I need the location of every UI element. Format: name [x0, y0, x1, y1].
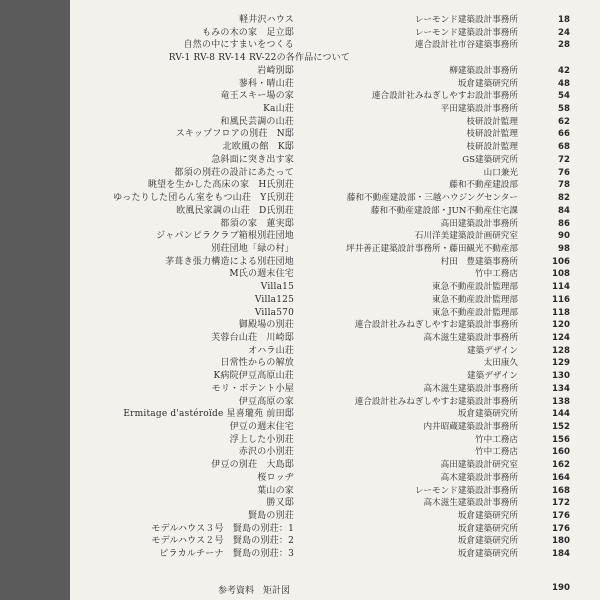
entry-title: M氏の週末住宅 [229, 269, 294, 280]
entry-architect: 高木滋生建築設計事務所 [423, 332, 518, 343]
entry-architect: 高木建築設計事務所 [440, 472, 518, 483]
entry-title: ゆったりした団らん室をもつ山荘 Y氏別荘 [113, 193, 294, 204]
entry-title: 日常性からの解放 [220, 358, 294, 369]
entry-page-number: 28 [558, 40, 570, 51]
entry-architect: 連合設計社市谷建築事務所 [414, 40, 518, 51]
toc-entry [70, 179, 600, 192]
entry-architect: 坂倉建築研究所 [457, 511, 518, 522]
entry-title: 都須の家 蓮実邸 [220, 218, 294, 229]
entry-title: Ermitage d'astéroïde 星喜瓏苑 前田邸 [123, 409, 294, 420]
entry-title: 蓼科・晴山荘 [238, 78, 294, 89]
entry-architect: 枝研設計監理 [466, 129, 518, 140]
entry-page-number: 144 [552, 409, 570, 420]
toc-entry [70, 167, 600, 180]
entry-page-number: 176 [552, 523, 570, 534]
entry-architect: 藤和不動産建設部 [449, 180, 518, 191]
toc-entry [70, 345, 600, 358]
entry-architect: 山口兼光 [483, 167, 518, 178]
entry-page-number: 78 [558, 180, 570, 191]
entry-page-number: 106 [552, 256, 570, 267]
entry-title: モデルハウス２号 賢島の別荘：2 [151, 536, 294, 547]
entry-title: 岩崎別邸 [257, 65, 294, 76]
entry-page-number: 124 [552, 332, 570, 343]
entry-architect: 柳建築設計事務所 [449, 65, 518, 76]
entry-page-number: 184 [552, 549, 570, 560]
toc-entry [70, 294, 600, 307]
entry-page-number: 128 [552, 345, 570, 356]
toc-entry [70, 421, 600, 434]
toc-entry [70, 116, 600, 129]
entry-architect: 枝研設計監理 [466, 116, 518, 127]
toc-entry [70, 256, 600, 269]
toc-entry [70, 90, 600, 103]
entry-page-number: 120 [552, 320, 570, 331]
entry-title: モリ・ボテント小屋 [211, 383, 294, 394]
entry-page-number: 24 [558, 27, 570, 38]
entry-title: Villa125 [254, 294, 294, 305]
toc-entry [70, 230, 600, 243]
toc-entry [70, 523, 600, 536]
entry-title: 伊豆高原の家 [238, 396, 294, 407]
entry-architect: 石川洋美建築設計画研究室 [414, 231, 518, 242]
entry-title: 竜王スキー場の家 [220, 91, 294, 102]
toc-entry [70, 39, 600, 52]
entry-page-number: 86 [558, 218, 570, 229]
toc-entry [70, 459, 600, 472]
entry-title: 浮上した小別荘 [229, 434, 294, 445]
toc-entry [70, 535, 600, 548]
entry-page-number: 68 [558, 142, 570, 153]
entry-page-number: 176 [552, 511, 570, 522]
toc-entry [70, 497, 600, 510]
entry-title: 急斜面に突き出す家 [211, 154, 294, 165]
entry-architect: 高田建築設計研究室 [440, 460, 518, 471]
entry-page-number: 129 [552, 358, 570, 369]
entry-architect: 太田康久 [483, 358, 518, 369]
entry-page-number: 118 [552, 307, 570, 318]
toc-entry [70, 307, 600, 320]
entry-title: Villa15 [260, 282, 294, 293]
entry-page-number: 172 [552, 498, 570, 509]
toc-entry [70, 27, 600, 40]
entry-architect: 藤和不動産建設部・三越ハウジングセンター [346, 193, 518, 204]
entry-page-number: 116 [552, 294, 570, 305]
entry-page-number: 164 [552, 472, 570, 483]
toc-entry [70, 383, 600, 396]
toc-entry [70, 243, 600, 256]
entry-title: K病院伊豆高原山荘 [213, 371, 294, 382]
entry-page-number: 84 [558, 205, 570, 216]
entry-page-number: 72 [558, 154, 570, 165]
entry-title: Villa570 [254, 307, 294, 318]
entry-title: 御殿場の別荘 [238, 320, 294, 331]
toc-entry [70, 319, 600, 332]
entry-architect: 東急不動産設計監理部 [432, 294, 518, 305]
toc-entry [70, 434, 600, 447]
entry-page-number: 108 [552, 269, 570, 280]
entry-page-number: 152 [552, 422, 570, 432]
entry-architect: 村田 豊建築事務所 [440, 256, 518, 267]
toc-entry [70, 218, 600, 231]
entry-architect: GS建築研究所 [462, 154, 518, 165]
entry-architect: 連合設計社みねぎしやすお建築設計事務所 [354, 396, 518, 407]
entry-architect: 連合設計社みねぎしやすお建築設計事務所 [354, 320, 518, 331]
entry-architect: 高木滋生建築設計事務所 [423, 383, 518, 394]
toc-entry [70, 78, 600, 91]
entry-title: ジャパンピラクラブ箱根別荘団地 [156, 231, 294, 242]
toc-entry [70, 281, 600, 294]
reference-page-number: 190 [552, 583, 570, 593]
entry-architect: レーモンド建築設計事務所 [414, 485, 518, 496]
entry-title: 北欧風の館 K邸 [222, 142, 294, 153]
entry-title: 茅葺き張力構造による別荘団地 [165, 256, 294, 267]
toc-entry [70, 103, 600, 116]
entry-architect: 坂倉建築研究所 [457, 409, 518, 420]
toc-entry [70, 357, 600, 370]
toc-entry [70, 268, 600, 281]
entry-title: 賢島の別荘 [247, 511, 294, 522]
toc-entry [70, 332, 600, 345]
entry-page-number: 168 [552, 485, 570, 496]
entry-architect: 内井昭蔵建築設計事務所 [423, 422, 518, 432]
entry-page-number: 66 [558, 129, 570, 140]
toc-entry [70, 14, 600, 27]
entry-title: 別荘団地「緑の村」 [211, 243, 294, 254]
entry-architect: 枝研設計監理 [466, 142, 518, 153]
entry-title: モデルハウス３号 賢島の別荘：1 [151, 523, 294, 534]
toc-entry [70, 52, 600, 65]
entry-architect: 連合設計社みねぎしやすお設計事務所 [371, 91, 518, 102]
entry-page-number: 162 [552, 460, 570, 471]
entry-title: 桜ロッヂ [257, 472, 294, 483]
entry-page-number: 76 [558, 167, 570, 178]
entry-page-number: 42 [558, 65, 570, 76]
entry-page-number: 62 [558, 116, 570, 127]
toc-entry [70, 472, 600, 485]
entry-title: 軽井沢ハウス [239, 15, 294, 25]
toc-entry [70, 370, 600, 383]
toc-entry [70, 408, 600, 421]
entry-architect: 建築デザイン [467, 371, 518, 382]
entry-title: 都須の別荘の設計にあたって [174, 167, 294, 178]
entry-title: スキップフロアの別荘 N邸 [175, 129, 294, 140]
entry-title: 伊豆の別荘 大島邸 [211, 460, 294, 471]
entry-architect: レーモンド建築設計事務所 [414, 15, 518, 25]
entry-page-number: 82 [558, 193, 570, 204]
entry-page-number: 58 [558, 104, 570, 115]
entry-architect: レーモンド建築設計事務所 [414, 27, 518, 38]
entry-page-number: 138 [552, 396, 570, 407]
entry-architect: 平田建築設計事務所 [440, 104, 518, 115]
reference-label: 参考資料 矩計図 [218, 586, 291, 596]
entry-architect: 坪井善正建築設計事務所・藤田観光不動産部 [346, 243, 518, 254]
entry-title: Ka山荘 [263, 104, 294, 115]
entry-architect: 坂倉建築研究所 [457, 523, 518, 534]
entry-title: オハラ山荘 [248, 345, 294, 356]
entry-page-number: 180 [552, 536, 570, 547]
entry-architect: 坂倉建築研究所 [457, 78, 518, 89]
toc-entry [70, 396, 600, 409]
entry-title: 和風民芸調の山荘 [220, 116, 294, 127]
toc-entry [70, 128, 600, 141]
entry-page-number: 114 [552, 282, 570, 293]
toc-entry [70, 65, 600, 78]
entry-page-number: 90 [558, 231, 570, 242]
entry-title: 眺望を生かした高床の家 H氏別荘 [147, 180, 294, 191]
toc-entry [70, 205, 600, 218]
entry-title: 葉山の家 [257, 485, 294, 496]
entry-page-number: 130 [552, 371, 570, 382]
entry-title: 芙蓉台山荘 川崎邸 [211, 332, 294, 343]
entry-architect: 竹中工務店 [475, 447, 518, 458]
entry-page-number: 160 [552, 447, 570, 458]
entry-page-number: 98 [558, 243, 570, 254]
entry-title: 赤沢の小別荘 [238, 447, 294, 458]
entry-page-number: 18 [558, 15, 570, 25]
entry-architect: 高木滋生建築設計事務所 [423, 498, 518, 509]
entry-page-number: 134 [552, 383, 570, 394]
entry-architect: 建築デザイン [467, 345, 518, 356]
toc-entry [70, 510, 600, 523]
toc-entry [70, 548, 600, 561]
toc-entry [70, 141, 600, 154]
entry-architect: 竹中工務店 [475, 269, 518, 280]
entry-architect: 坂倉建築研究所 [457, 536, 518, 547]
entry-title: 欧風民家調の山荘 D氏別荘 [176, 205, 294, 216]
toc-entry [70, 192, 600, 205]
document-page [70, 0, 600, 600]
entry-page-number: 48 [558, 78, 570, 89]
entry-architect: 高田建築設計事務所 [440, 218, 518, 229]
entry-title: もみの木の家 足立邸 [201, 27, 294, 38]
entry-architect: 東急不動産設計監理部 [432, 307, 518, 318]
entry-title: 自然の中にすまいをつくる [183, 40, 294, 51]
entry-architect: 坂倉建築研究所 [457, 549, 518, 560]
entry-title: ピラカルチーナ 賢島の別荘：3 [159, 549, 294, 560]
entry-title: RV-1 RV-8 RV-14 RV-22の各作品について [168, 53, 350, 64]
toc-entry [70, 154, 600, 167]
toc-entry [70, 446, 600, 459]
table-of-contents [70, 14, 600, 561]
entry-page-number: 156 [552, 434, 570, 445]
entry-architect: 藤和不動産建設部・JUN不動産住宅課 [370, 205, 518, 216]
entry-architect: 竹中工務店 [475, 434, 518, 445]
entry-title: 勝又邸 [266, 498, 294, 509]
entry-architect: 東急不動産設計監理部 [432, 282, 518, 293]
entry-title: 伊豆の週末住宅 [229, 422, 294, 432]
entry-page-number: 54 [558, 91, 570, 102]
toc-entry [70, 485, 600, 498]
